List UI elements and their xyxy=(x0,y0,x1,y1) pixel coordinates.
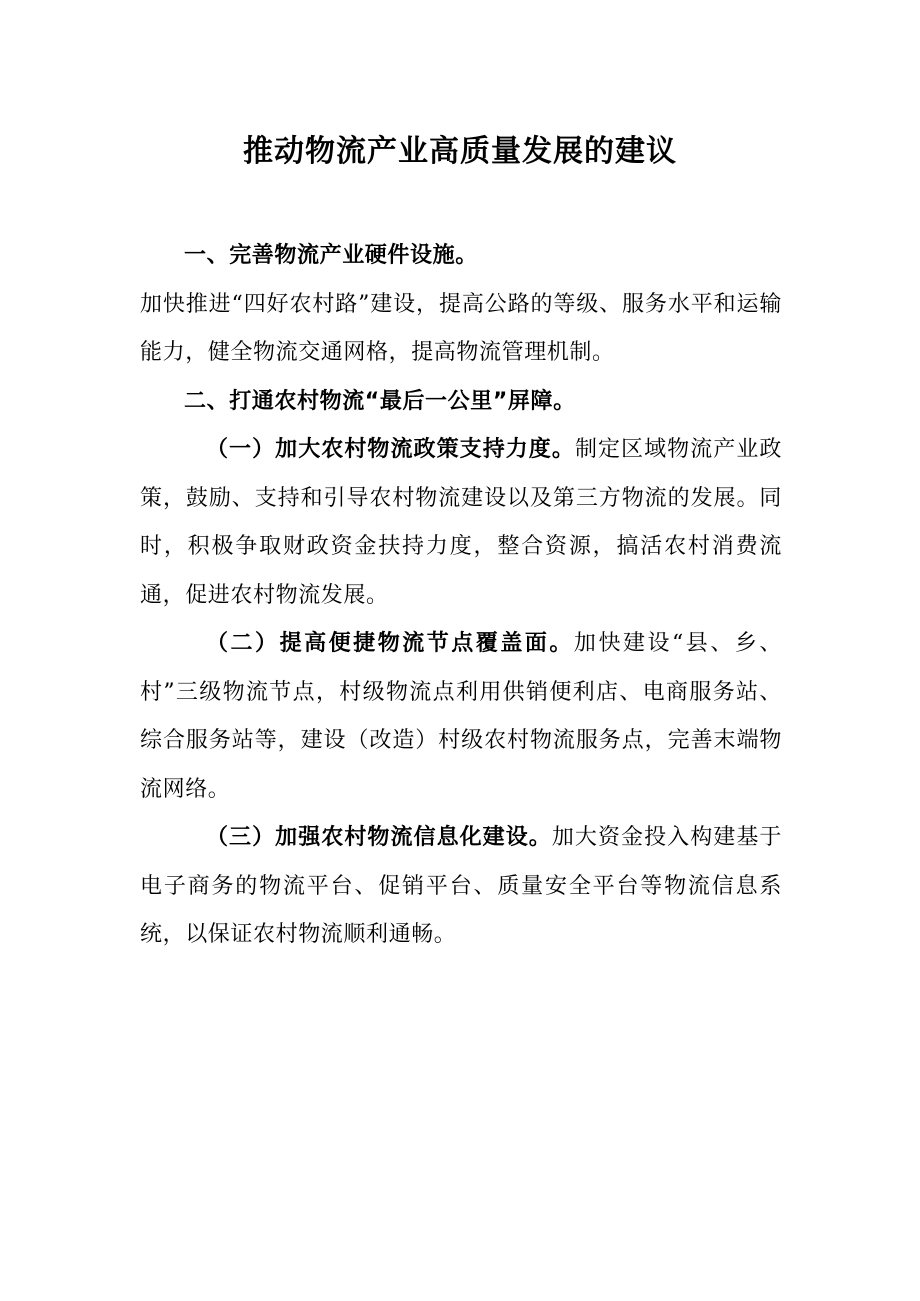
section-1-paragraph: 加快推进“四好农村路”建设，提高公路的等级、服务水平和运输能力，健全物流交通网格，提高物流管理机制。 xyxy=(140,291,782,365)
item-3-lead: （三）加强农村物流信息化建设。 xyxy=(206,825,552,850)
item-3-text: 加大资金投入构建基于电子商务的物流平台、促销平台、质量安全平台等物流信息系统，以保证农村物流顺利通畅。 xyxy=(140,825,782,947)
section-2-item-2 xyxy=(140,620,782,814)
item-2-lead: （二）提高便捷物流节点覆盖面。 xyxy=(206,631,574,656)
section-1-heading: 一、完善物流产业硬件设施。 xyxy=(184,243,478,268)
section-2-item-1 xyxy=(140,426,782,620)
item-1-text: 制定区域物流产业政策，鼓励、支持和引导农村物流建设以及第三方物流的发展。同时，积极争取财政资金扶持力度，整合资源，搞活农村消费流通，促进农村物流发展。 xyxy=(140,437,782,608)
item-2-text: 加快建设“县、乡、村”三级物流节点，村级物流点利用供销便利店、电商服务站、综合服务站等，建设（改造）村级农村物流服务点，完善末端物流网络。 xyxy=(140,631,782,802)
document-title: 推动物流产业高质量发展的建议 xyxy=(243,134,677,169)
section-2-heading: 二、打通农村物流“最后一公里”屏障。 xyxy=(184,388,576,414)
section-2-item-3 xyxy=(140,814,782,960)
document-body xyxy=(140,232,782,960)
item-1-lead: （一）加大农村物流政策支持力度。 xyxy=(206,437,575,462)
